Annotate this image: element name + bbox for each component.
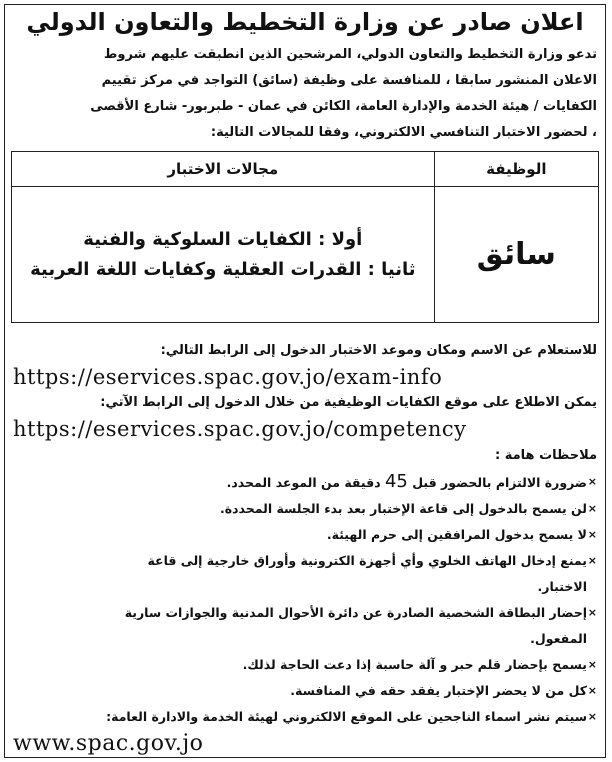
competency-link[interactable]: https://eservices.spac.gov.jo/competency [13, 417, 467, 441]
note-text: لا يسمح بدخول المرافقين إلى حرم الهيئة. [326, 527, 587, 542]
note-item [13, 496, 597, 522]
intro-line: الاعلان المنشور سابقا ، للمنافسة على وظيفة (سائق) التواجد في مركز تقييم [101, 73, 597, 88]
exam-info-link[interactable]: https://eservices.spac.gov.jo/exam-info [13, 365, 443, 389]
minutes-number: 45 [384, 471, 408, 492]
competency-text: يمكن الاطلاع على موقع الكفايات الوظيفية من خلال الدخول إلى الرابط الآتي: [100, 395, 597, 410]
bullet-icon: × [587, 475, 597, 488]
note-text: يسمح بإحضار قلم حبر و آلة حاسبة إذا دعت الحاجة لذلك. [242, 657, 587, 672]
note-text: سيتم نشر اسماء الناجحين على الموقع الالكتروني لهيئة الخدمة والادارة العامة: [106, 709, 587, 724]
column-header-fields: مجالات الاختبار [12, 152, 435, 187]
table-header-row [12, 152, 599, 187]
intro-paragraph [13, 42, 597, 146]
bullet-icon: × [587, 528, 597, 541]
bullet-icon: × [587, 554, 597, 567]
note-text: لن يسمح بالدخول إلى قاعة الإختبار بعد بدء الجلسة المحددة. [219, 501, 587, 516]
bullet-icon: × [587, 684, 597, 697]
note-item [13, 678, 597, 704]
details [13, 339, 597, 758]
note-item [13, 600, 597, 652]
intro-line: ، لحضور الاختبار التنافسي الالكتروني، وفقا للمجالات التالية: [210, 125, 597, 140]
note-text: يمنع إدخال الهاتف الخلوي وأي أجهزة الكترونية وأوراق خارجية إلى قاعة [147, 553, 587, 568]
note-text: ضرورة الالتزام بالحضور قبل [412, 475, 587, 490]
inquiry-text: للاستعلام عن الاسم ومكان وموعد الاختبار الدخول إلى الرابط التالي: [160, 343, 597, 358]
notes-header: ملاحظات هامة : [495, 448, 597, 463]
intro-line: الكفايات / هيئة الخدمة والإدارة العامة، الكائن في عمان - طبربور- شارع الأقصى [90, 99, 597, 114]
note-text: كل من لا يحضر الإختبار يفقد حقه في المنافسة. [290, 683, 587, 698]
note-item [13, 652, 597, 678]
website-link[interactable]: www.spac.gov.jo [13, 731, 204, 756]
bullet-icon: × [587, 502, 597, 515]
exam-fields [12, 187, 435, 323]
exam-field-2: ثانيا : القدرات العقلية وكفايات اللغة العربية [30, 258, 416, 280]
note-text: دقيقة من الموعد المحدد. [226, 475, 381, 490]
note-item [13, 469, 597, 496]
bullet-icon: × [587, 606, 597, 619]
note-text: الاختبار. [537, 579, 587, 594]
announcement [4, 4, 606, 758]
table-row [12, 187, 599, 323]
note-text: المفعول. [530, 631, 587, 646]
exam-field-1: أولا : الكفايات السلوكية والفنية [83, 228, 363, 250]
intro-line: تدعو وزارة التخطيط والتعاون الدولي، المرشحين الذين انطبقت عليهم شروط [103, 47, 597, 62]
note-text: إحضار البطاقة الشخصية الصادرة عن دائرة الأحوال المدنية والجوازات سارية [124, 605, 587, 620]
note-item [13, 704, 597, 730]
note-item [13, 522, 597, 548]
bullet-icon: × [587, 710, 597, 723]
exam-table [11, 151, 599, 323]
bullet-icon: × [587, 658, 597, 671]
page-title: اعلان صادر عن وزارة التخطيط والتعاون الدولي [26, 8, 584, 36]
column-header-job: الوظيفة [434, 152, 598, 187]
note-item [13, 548, 597, 600]
job-title: سائق [434, 187, 598, 323]
